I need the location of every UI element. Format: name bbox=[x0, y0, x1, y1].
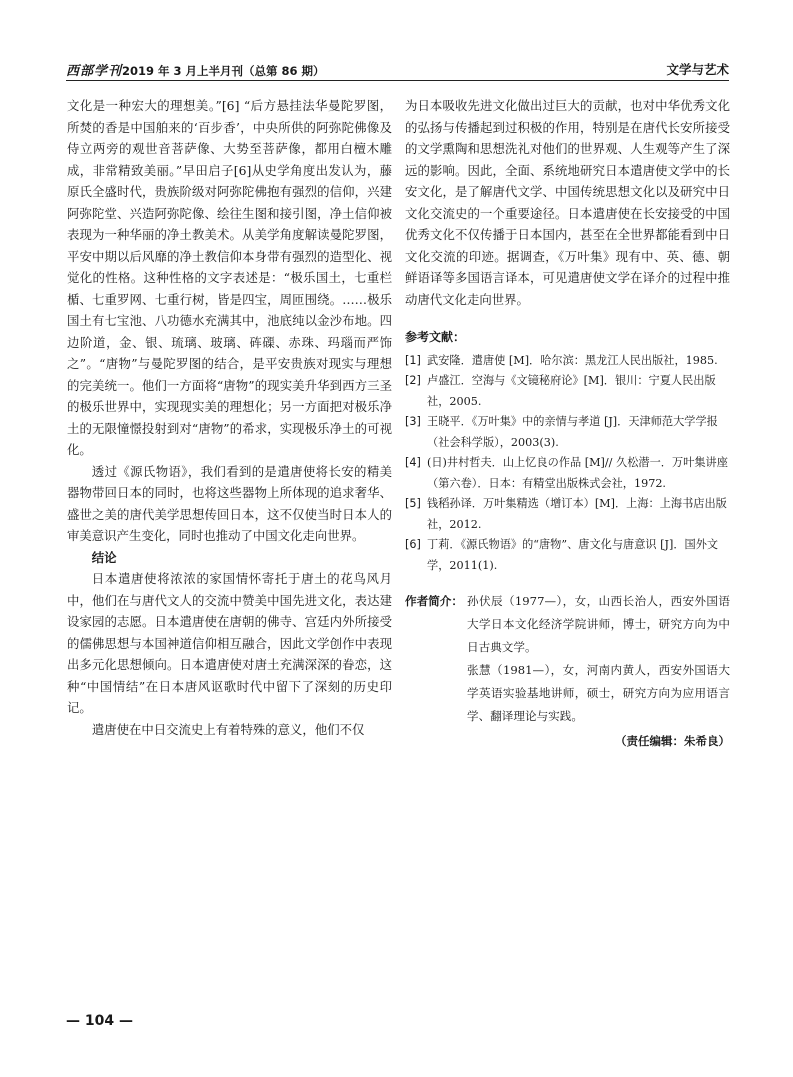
references-list bbox=[405, 351, 730, 577]
body-paragraph: 透过《源氏物语》，我们看到的是遣唐使将长安的精美器物带回日本的同时，也将这些器物上所体现的追求奢华、盛世之美的唐代美学思想传回日本，这不仅使当时日本人的审美意识产生变化，同时也推动了中国文化走向世界。 bbox=[67, 463, 392, 543]
author-bios bbox=[467, 590, 730, 728]
author-info bbox=[405, 590, 730, 753]
references-heading: 参考文献： bbox=[405, 330, 466, 344]
reference-text: 钱稻孙译．万叶集精选（增订本）[M]．上海：上海书店出版社，2012. bbox=[427, 497, 727, 531]
reference-item bbox=[405, 453, 730, 494]
reference-number: [2] bbox=[405, 374, 421, 387]
journal-issue: 2019 年 3 月上半月刊（总第 86 期） bbox=[122, 64, 325, 78]
author-bio: 孙伏辰（1977—），女，山西长治人，西安外国语大学日本文化经济学院讲师，博士，研究方向为中日古典文学。 bbox=[467, 594, 730, 654]
author-info-label: 作者简介： bbox=[405, 594, 463, 608]
left-column bbox=[67, 95, 392, 740]
reference-number: [1] bbox=[405, 353, 421, 367]
reference-item bbox=[405, 535, 730, 576]
reference-item bbox=[405, 412, 730, 453]
reference-text: 卢盛江．空海与《文镜秘府论》[M]．银川：宁夏人民出版社，2005. bbox=[427, 374, 716, 408]
body-paragraph: 文化是一种宏大的理想美。”[6] “后方悬挂法华曼陀罗图，所焚的香是中国舶来的‘百步香’，中央所供的阿弥陀佛像及侍立两旁的观世音菩萨像、大势至菩萨像，都用白檀木雕成，非常精致美丽。”早田启子[6]从史学角度出发认为，藤原氏全盛时代，贵族阶级对阿弥陀佛抱有强烈的信仰，兴建阿弥陀堂、兴造阿弥陀像、绘往生图和接引图，净土信仰被表现为一种华丽的净土教美术。从美学角度解读曼陀罗图，平安中期以后风靡的净土教信仰本身带有强烈的造型化、视觉化的性格。这种性格的文字表述是：“极乐国土，七重栏楯、七重罗网、七重行树，皆是四宝，周匝围绕。……极乐国土有七宝池、八功德水充满其中，池底纯以金沙布地。四边阶道，金、银、琉璃、玻璃、砗磲、赤珠、玛瑙而严饰之”。“唐物”与曼陀罗图的结合，是平安贵族对现实与理想的完美统一。他们一方面将“唐物”的现实美升华到西方三圣的极乐世界中，实现现实美的理想化；另一方面把对极乐净土的无限憧憬投射到对“唐物”的希求，实现极乐净土的可视化。 bbox=[67, 98, 392, 457]
body-paragraph: 日本遣唐使将浓浓的家国情怀寄托于唐土的花鸟风月中，他们在与唐代文人的交流中赞美中国先进文化，表达建设家园的志愿。日本遣唐使在唐朝的佛寺、宫廷内外所接受的儒佛思想与本国神道信仰相互融合，因此文学创作中表现出多元化思想倾向。日本遣唐使对唐土充满深深的眷恋，这种“中国情结”在日本唐风讴歌时代中留下了深刻的历史印记。 bbox=[67, 571, 392, 715]
body-paragraph: 遣唐使在中日交流史上有着特殊的意义，他们不仅 bbox=[91, 721, 365, 737]
reference-item bbox=[405, 351, 730, 372]
responsible-editor: （责任编辑：朱希良） bbox=[615, 734, 730, 748]
reference-text: 武安隆．遣唐使 [M]．哈尔滨：黑龙江人民出版社，1985. bbox=[427, 353, 718, 367]
reference-number: [3] bbox=[405, 415, 421, 428]
reference-number: [4] bbox=[405, 456, 421, 469]
author-bio: 张慧（1981—），女，河南内黄人，西安外国语大学英语实验基地讲师，硕士，研究方向为应用语言学、翻译理论与实践。 bbox=[467, 663, 730, 723]
section-title: 文学与艺术 bbox=[666, 62, 729, 77]
journal-logo: 西部学刊 bbox=[66, 64, 123, 79]
reference-item bbox=[405, 494, 730, 535]
reference-number: [6] bbox=[405, 538, 421, 551]
right-column bbox=[405, 95, 730, 753]
author-block bbox=[405, 590, 730, 728]
reference-number: [5] bbox=[405, 497, 421, 510]
reference-text: 王晓平．《万叶集》中的亲情与孝道 [J]．天津师范大学学报（社会科学版），2003(3). bbox=[427, 415, 718, 449]
reference-text: (日)井村哲夫．山上忆良の作品 [M]// 久松潜一．万叶集讲座（第六卷）．日本：有精堂出版株式会社，1972. bbox=[427, 456, 728, 490]
page-header bbox=[66, 58, 729, 81]
body-paragraph: 为日本吸收先进文化做出过巨大的贡献，也对中华优秀文化的弘扬与传播起到过积极的作用，特别是在唐代长安所接受的文学熏陶和思想洗礼对他们的世界观、人生观等产生了深远的影响。因此，全面、系统地研究日本遣唐使文学中的长安文化，是了解唐代文学、中国传统思想文化以及研究中日文化交流史的一个重要途径。日本遣唐使在长安接受的中国优秀文化不仅传播于日本国内，甚至在全世界都能看到中日文化交流的印迹。据调查，《万叶集》现有中、英、德、朝鲜语译等多国语言译本，可见遣唐使文学在译介的过程中推动唐代文化走向世界。 bbox=[405, 98, 730, 307]
page-number: — 104 — bbox=[66, 1013, 133, 1029]
reference-item bbox=[405, 371, 730, 412]
journal-title bbox=[66, 60, 325, 79]
section-heading-conclusion: 结论 bbox=[91, 549, 117, 565]
reference-text: 丁莉．《源氏物语》的“唐物”、唐文化与唐意识 [J]．国外文学，2011(1). bbox=[427, 538, 719, 572]
